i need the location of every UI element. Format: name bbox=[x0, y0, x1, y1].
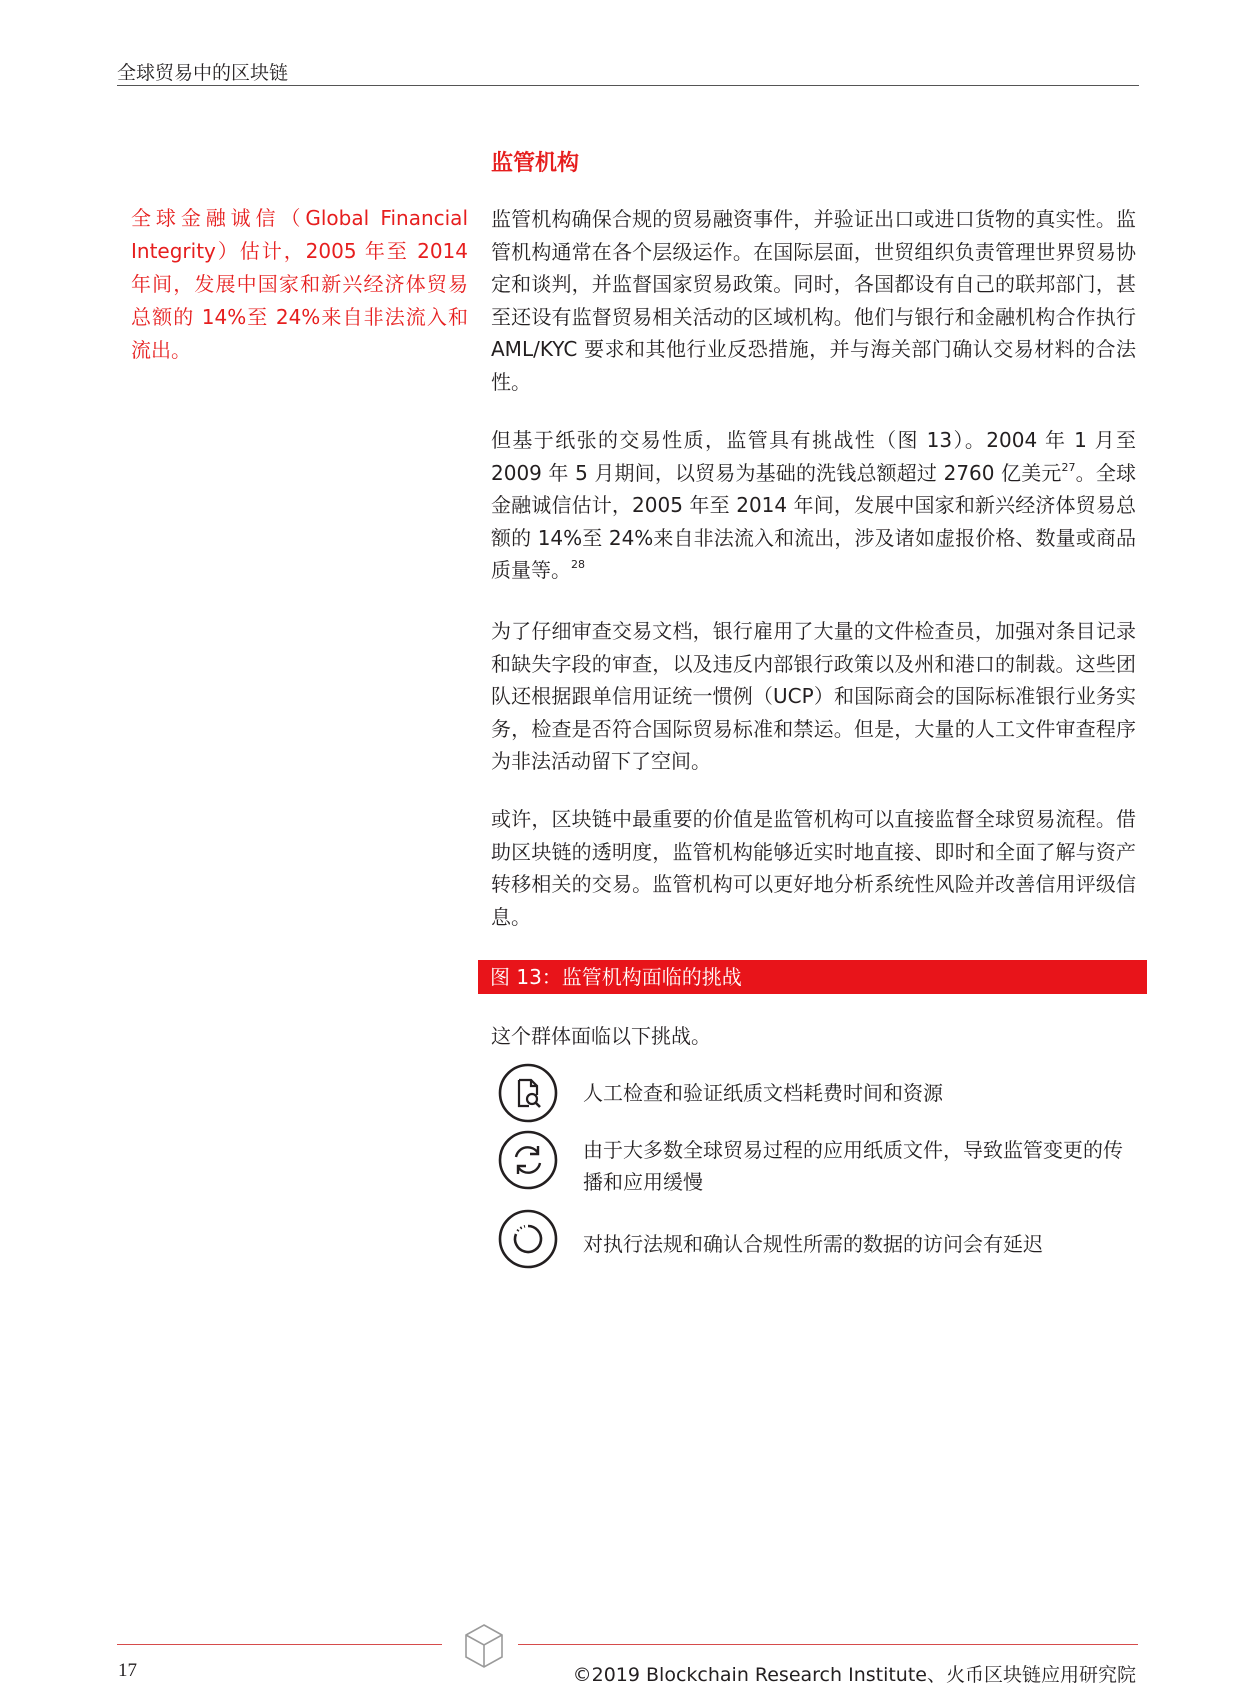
page-number: 17 bbox=[118, 1660, 137, 1681]
figure-title: 图 13：监管机构面临的挑战 bbox=[490, 965, 742, 989]
challenge-text: 人工检查和验证纸质文档耗费时间和资源 bbox=[583, 1081, 943, 1105]
body-paragraph-4: 或许，区块链中最重要的价值是监管机构可以直接监督全球贸易流程。借助区块链的透明度，监管机构能够近实时地直接、即时和全面了解与资产转移相关的交易。监管机构可以更好地分析系统性风险并改善信用评级信息。 bbox=[491, 807, 1136, 929]
loading-circle-icon bbox=[498, 1209, 558, 1269]
body-paragraph-2 bbox=[491, 424, 1136, 587]
footer-divider-left bbox=[117, 1644, 442, 1645]
running-header: 全球贸易中的区块链 bbox=[117, 62, 289, 84]
refresh-icon bbox=[498, 1130, 558, 1190]
header-divider bbox=[117, 85, 1139, 86]
section-heading: 监管机构 bbox=[491, 151, 580, 176]
challenge-text: 对执行法规和确认合规性所需的数据的访问会有延迟 bbox=[583, 1232, 1043, 1256]
body-paragraph-1: 监管机构确保合规的贸易融资事件，并验证出口或进口货物的真实性。监管机构通常在各个层级运作。在国际层面，世贸组织负责管理世界贸易协定和谈判，并监督国家贸易政策。同时，各国都设有自己的联邦部门，甚至还设有监督贸易相关活动的区域机构。他们与银行和金融机构合作执行 AML/KYC 要求和其他行业反恐措施，并与海关部门确认交易材料的合法性。 bbox=[491, 207, 1136, 394]
challenge-text: 由于大多数全球贸易过程的应用纸质文件，导致监管变更的传播和应用缓慢 bbox=[583, 1138, 1123, 1194]
copyright-notice: ©2019 Blockchain Research Institute、火币区块链应用研究院 bbox=[572, 1664, 1136, 1686]
footnote-ref-27[interactable]: 27 bbox=[1061, 460, 1076, 474]
body-paragraph-3: 为了仔细审查交易文档，银行雇用了大量的文件检查员，加强对条目记录和缺失字段的审查，以及违反内部银行政策以及州和港口的制裁。这些团队还根据跟单信用证统一惯例（UCP）和国际商会的国际标准银行业务实务，检查是否符合国际贸易标准和禁运。但是，大量的人工文件审查程序为非法活动留下了空间。 bbox=[491, 619, 1136, 773]
figure-intro: 这个群体面临以下挑战。 bbox=[491, 1024, 711, 1048]
footnote-ref-28[interactable]: 28 bbox=[571, 558, 585, 571]
paragraph-2-text-a: 但基于纸张的交易性质，监管具有挑战性（图 13）。2004 年 1 月至 2009 年 5 月期间，以贸易为基础的洗钱总额超过 2760 亿美元 bbox=[491, 428, 1136, 485]
sidebar-pull-quote: 全球金融诚信（Global Financial Integrity）估计，2005 年至 2014 年间，发展中国家和新兴经济体贸易总额的 14%至 24%来自非法流入和流出。 bbox=[131, 206, 468, 362]
challenge-item bbox=[498, 1130, 1138, 1194]
footer-divider-right bbox=[518, 1644, 1138, 1645]
cube-logo-icon bbox=[462, 1622, 506, 1670]
paragraph-2-text-b: 。全球金融诚信估计，2005 年至 2014 年间，发展中国家和新兴经济体贸易总额的 14%至 24%来自非法流入和流出，涉及诸如虚报价格、数量或商品质量等。 bbox=[491, 460, 1137, 582]
challenge-item bbox=[498, 1209, 1138, 1273]
document-search-icon bbox=[498, 1063, 558, 1123]
challenge-item bbox=[498, 1063, 1138, 1127]
